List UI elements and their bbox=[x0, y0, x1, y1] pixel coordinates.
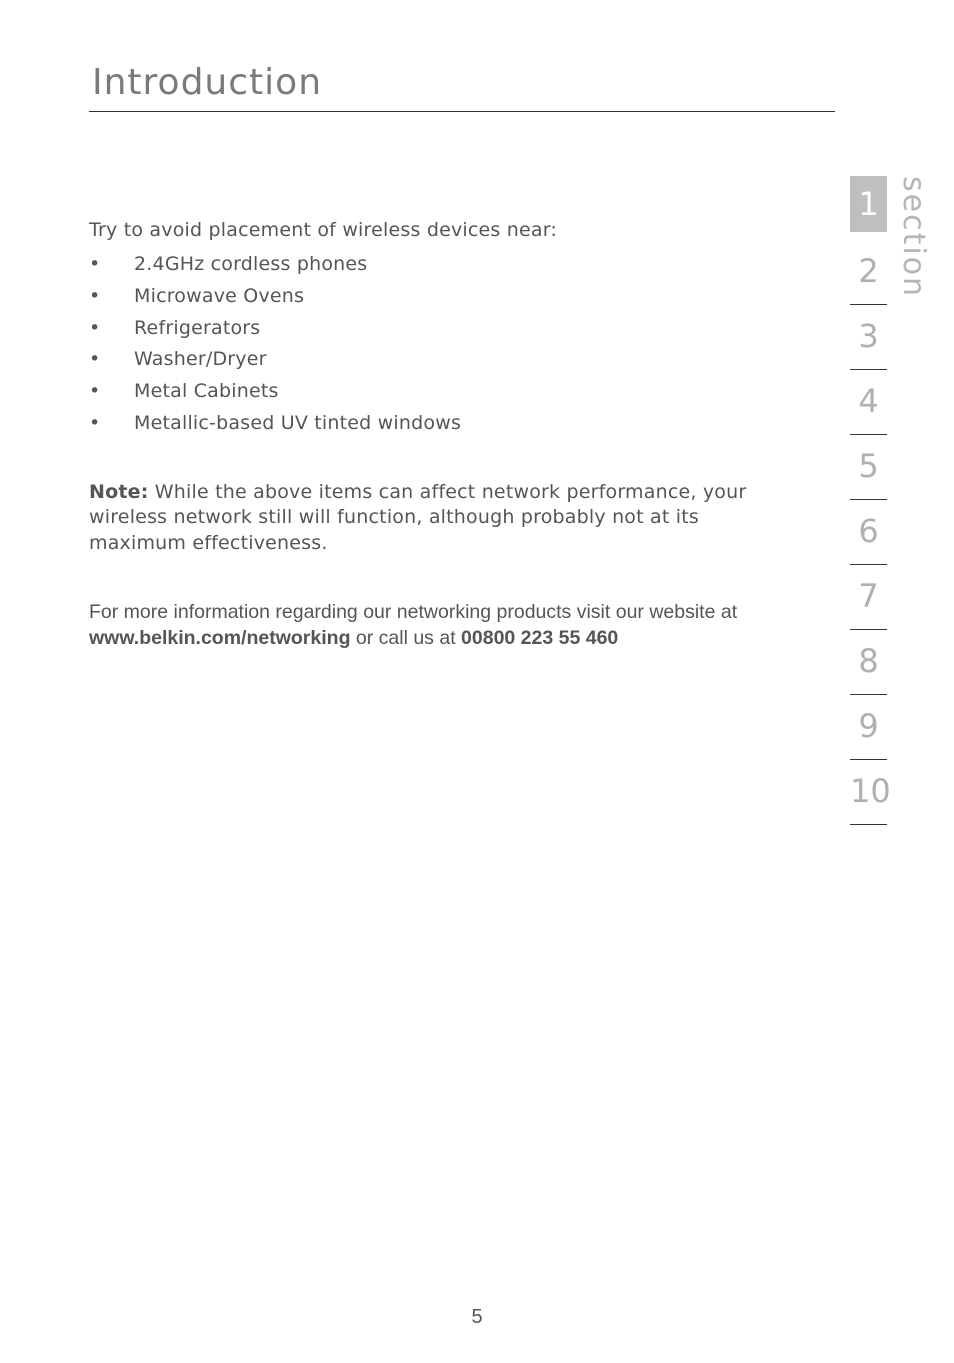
list-item-label: Refrigerators bbox=[134, 316, 261, 339]
list-item bbox=[89, 408, 799, 440]
note-label: Note: bbox=[89, 480, 149, 503]
list-item bbox=[89, 249, 799, 281]
website-link: www.belkin.com/networking bbox=[89, 627, 351, 650]
list-item-label: Metallic-based UV tinted windows bbox=[134, 411, 462, 434]
bullet-icon: • bbox=[89, 316, 101, 339]
section-tab-7: 7 bbox=[850, 566, 887, 630]
list-item-label: Microwave Ovens bbox=[134, 284, 305, 307]
note-paragraph bbox=[89, 480, 799, 557]
list-item-label: 2.4GHz cordless phones bbox=[134, 253, 368, 275]
intro-text: Try to avoid placement of wireless devices near: bbox=[89, 219, 558, 241]
list-item bbox=[89, 281, 799, 313]
list-item-label: Metal Cabinets bbox=[134, 380, 279, 403]
section-label: section bbox=[896, 176, 931, 299]
more-info-text: For more information regarding our networking products visit our website at bbox=[89, 601, 738, 624]
more-info-paragraph bbox=[89, 599, 799, 651]
more-info-middle: or call us at bbox=[350, 627, 462, 650]
section-tab-2: 2 bbox=[850, 241, 887, 305]
page-title: Introduction bbox=[92, 62, 323, 103]
section-tab-6: 6 bbox=[850, 501, 887, 565]
section-tab-10: 10 bbox=[850, 761, 887, 825]
bullet-icon: • bbox=[89, 411, 101, 434]
list-item-label: Washer/Dryer bbox=[134, 348, 267, 371]
bullet-icon: • bbox=[89, 380, 101, 403]
phone-number: 00800 223 55 460 bbox=[461, 627, 619, 650]
list-item bbox=[89, 344, 799, 376]
section-tab-3: 3 bbox=[850, 306, 887, 370]
page-number: 5 bbox=[471, 1306, 483, 1328]
section-tab-8: 8 bbox=[850, 631, 887, 695]
section-tab-9: 9 bbox=[850, 696, 887, 760]
main-content bbox=[89, 217, 799, 651]
section-tab-1: 1 bbox=[850, 176, 887, 232]
list-item bbox=[89, 313, 799, 345]
list-item bbox=[89, 376, 799, 408]
title-divider bbox=[89, 111, 835, 112]
note-text: While the above items can affect network performance, your wireless network still will function, although probably not at its maximum effectiveness. bbox=[89, 480, 747, 554]
bullet-icon: • bbox=[89, 253, 101, 275]
section-tab-5: 5 bbox=[850, 436, 887, 500]
section-tab-4: 4 bbox=[850, 371, 887, 435]
bullet-icon: • bbox=[89, 284, 101, 307]
bullet-icon: • bbox=[89, 348, 101, 371]
section-tabs bbox=[850, 176, 891, 826]
avoid-list bbox=[89, 249, 799, 440]
